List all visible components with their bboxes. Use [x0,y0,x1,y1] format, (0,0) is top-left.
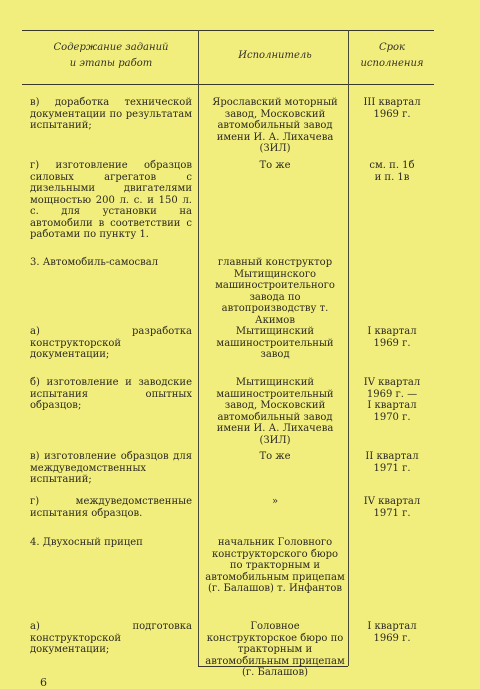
task-cell: г) изготовление образцов силовых агрегатов с дизельными двигателями мощностью 200 л. с. и 150 л. с. для установки на автомобили в соответствии с работами по пункту 1. [30,160,192,240]
column-divider-1 [198,30,199,666]
header-col-tasks: Содержание заданий и этапы работ [53,42,169,69]
deadline-cell: II квартал 1971 г. [365,451,419,474]
deadline-cell: I квартал 1969 г. [367,621,417,644]
executor-cell: То же [259,160,291,171]
task-cell: б) изготовление и заводские испытания опытных образцов; [30,377,192,411]
section-heading-cell: 4. Двухосный прицеп [30,537,143,548]
deadline-cell: III квартал 1969 г. [363,97,421,120]
executor-cell: главный конструктор Мытищинского машиностроительного завода по автопроизводству т. Акимов [215,257,335,326]
task-cell: а) подготовка конструкторской документации; [30,621,192,655]
deadline-cell: IV квартал 1971 г. [363,496,421,519]
task-cell: а) разработка конструкторской документации; [30,326,192,360]
header-col-executor: Исполнитель [238,50,312,61]
table-top-rule [22,30,434,31]
executor-cell: Ярославский моторный завод, Московский автомобильный завод имени И. А. Лихачева (ЗИЛ) [212,97,338,154]
executor-cell: Мытищинский машиностроительный завод, Московский автомобильный завод имени И. А. Лихачева (ЗИЛ) [216,377,334,446]
executor-cell: Мытищинский машиностроительный завод [216,326,334,360]
page-number: 6 [40,676,47,689]
column-divider-2 [348,30,349,666]
deadline-cell: см. п. 1б и п. 1в [369,160,415,183]
executor-cell: Головное конструкторское бюро по тракторным и автомобильным прицепам (г. Балашов) [205,621,345,678]
task-cell: в) доработка технической документации по результатам испытаний; [30,97,192,131]
section-heading-cell: 3. Автомобиль-самосвал [30,257,159,268]
deadline-cell: I квартал 1969 г. [367,326,417,349]
deadline-cell: IV квартал 1969 г. — I квартал 1970 г. [363,377,421,423]
executor-cell: начальник Головного конструкторского бюро по тракторным и автомобильным прицепам (г. Балашов) т. Инфантов [205,537,345,594]
header-col-deadline: Срок исполнения [360,42,424,69]
executor-cell: » [271,496,279,507]
executor-cell: То же [259,451,291,462]
task-cell: в) изготовление образцов для междуведомственных испытаний; [30,451,192,485]
header-bottom-rule [22,84,434,85]
task-cell: г) междуведомственные испытания образцов. [30,496,192,519]
